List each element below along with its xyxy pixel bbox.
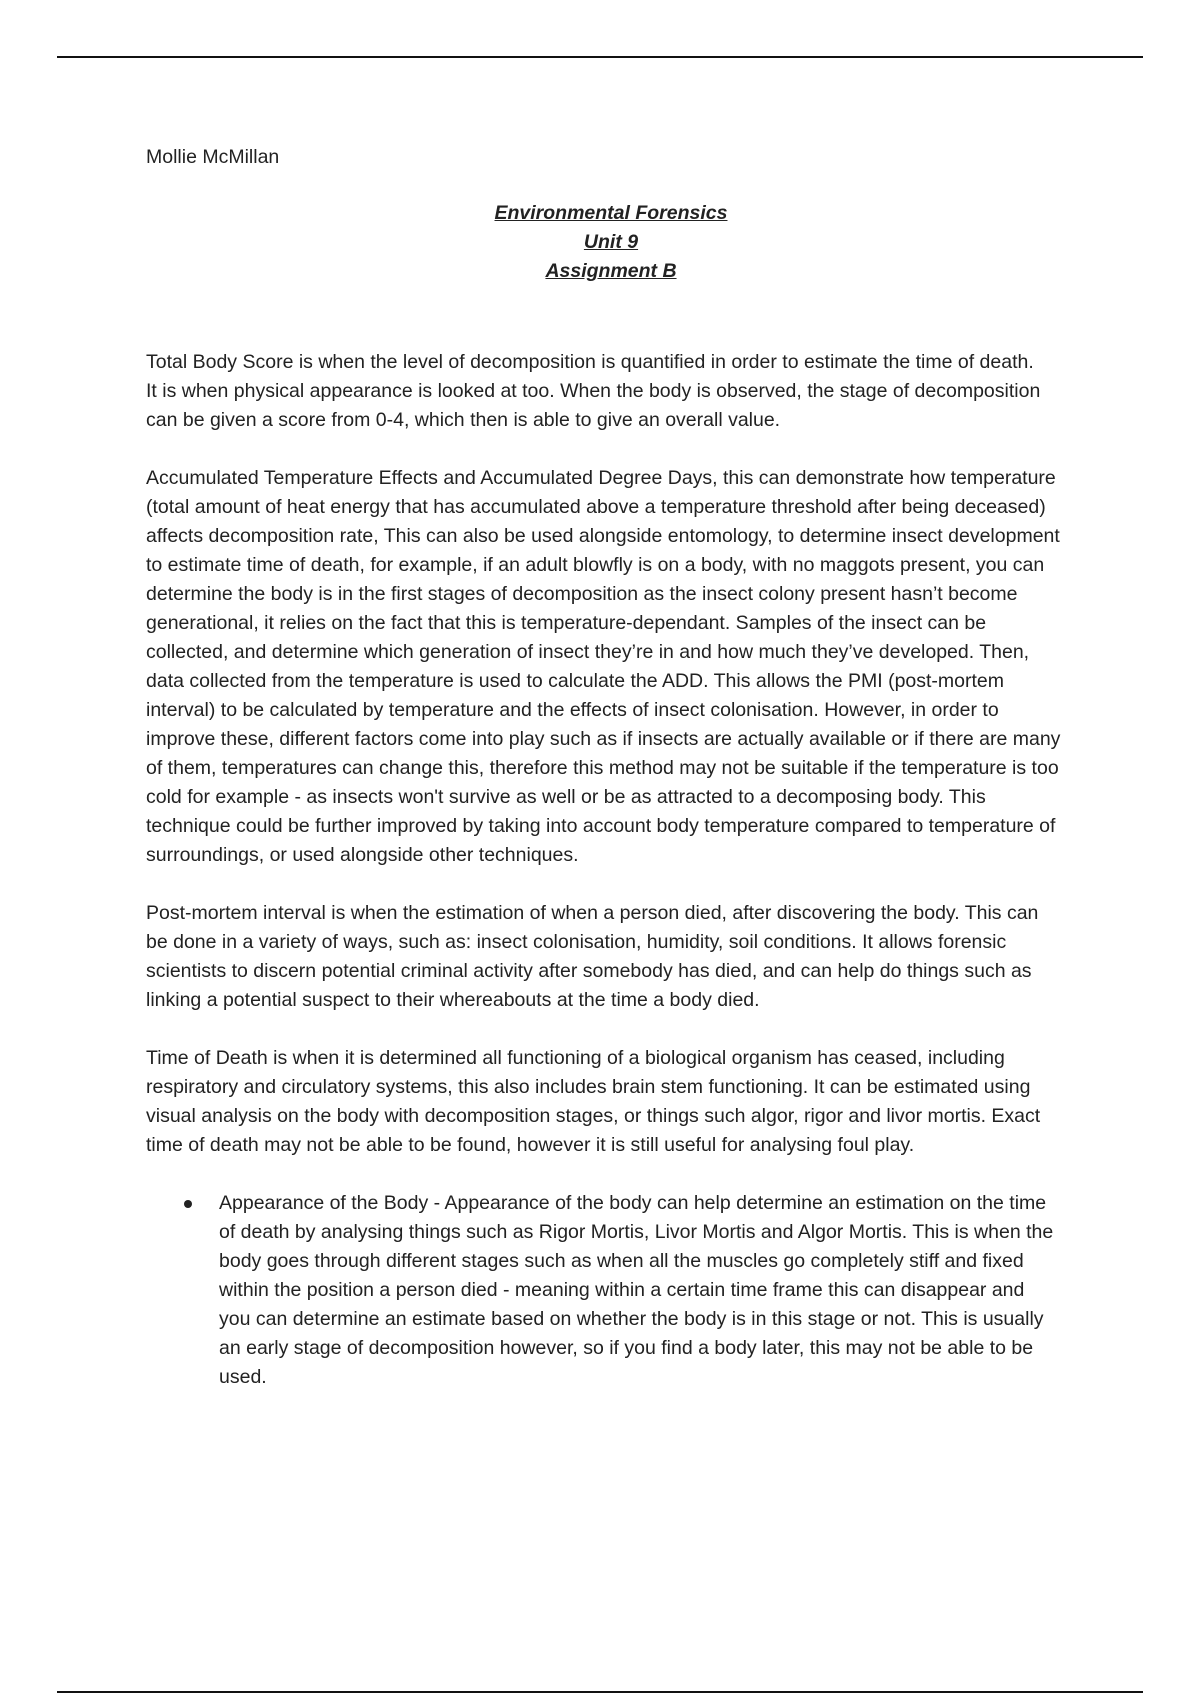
- top-rule: [57, 56, 1143, 58]
- bullet-text-appearance-of-body: Appearance of the Body - Appearance of the body can help determine an estimation on the time of death by analysing things such as Rigor Mortis, Livor Mortis and Algor Mortis. This is when the body goes through different stages such as when all the muscles go completely stiff and fixed within the position a person died - meaning within a certain time frame this can disappear and you can determine an estimate based on whether the body is in this stage or not. This is usually an early stage of decomposition however, so if you find a body later, this may not be able to be used.: [219, 1192, 1054, 1388]
- paragraph-time-of-death: Time of Death is when it is determined all functioning of a biological organism has ceased, including respiratory and circulatory systems, this also includes brain stem functioning. It can be estimated using visual analysis on the body with decomposition stages, or things such algor, rigor and livor mortis. Exact time of death may not be able to be found, however it is still useful for analysing foul play.: [146, 1047, 1041, 1156]
- author-name: Mollie McMillan: [146, 146, 280, 168]
- title-line-subject: Environmental Forensics: [494, 202, 728, 224]
- paragraph-total-body-score: Total Body Score is when the level of decomposition is quantified in order to estimate the time of death. It is when physical appearance is looked at too. When the body is observed, the stage of decomposition can be given a score from 0-4, which then is able to give an overall value.: [146, 351, 1041, 431]
- document-title: [146, 199, 1066, 286]
- paragraph-post-mortem-interval: Post-mortem interval is when the estimation of when a person died, after discovering the body. This can be done in a variety of ways, such as: insect colonisation, humidity, soil conditions. It allows forensic scientists to discern potential criminal activity after somebody has died, and can help do things such as linking a potential suspect to their whereabouts at the time a body died.: [146, 902, 1039, 1011]
- title-line-unit: Unit 9: [583, 231, 639, 253]
- bottom-rule: [57, 1691, 1143, 1693]
- paragraph-accumulated-degree-days: Accumulated Temperature Effects and Accumulated Degree Days, this can demonstrate how temperature (total amount of heat energy that has accumulated above a temperature threshold after being deceased) affects decomposition rate, This can also be used alongside entomology, to determine insect development to estimate time of death, for example, if an adult blowfly is on a body, with no maggots present, you can determine the body is in the first stages of decomposition as the insect colony present hasn’t become generational, it relies on the fact that this is temperature-dependant. Samples of the insect can be collected, and determine which generation of insect they’re in and how much they’ve developed. Then, data collected from the temperature is used to calculate the ADD. This allows the PMI (post-mortem interval) to be calculated by temperature and the effects of insect colonisation. However, in order to improve these, different factors come into play such as if insects are actually available or if there are many of them, temperatures can change this, therefore this method may not be suitable if the temperature is too cold for example - as insects won't survive as well or be as attracted to a decomposing body. This technique could be further improved by taking into account body temperature compared to temperature of surroundings, or used alongside other techniques.: [146, 467, 1061, 866]
- bullet-list: [146, 1189, 1066, 1392]
- bullet-icon: [184, 1200, 192, 1208]
- title-line-assignment: Assignment B: [545, 260, 677, 282]
- document-page: [146, 143, 1066, 1392]
- list-item: [146, 1189, 1059, 1392]
